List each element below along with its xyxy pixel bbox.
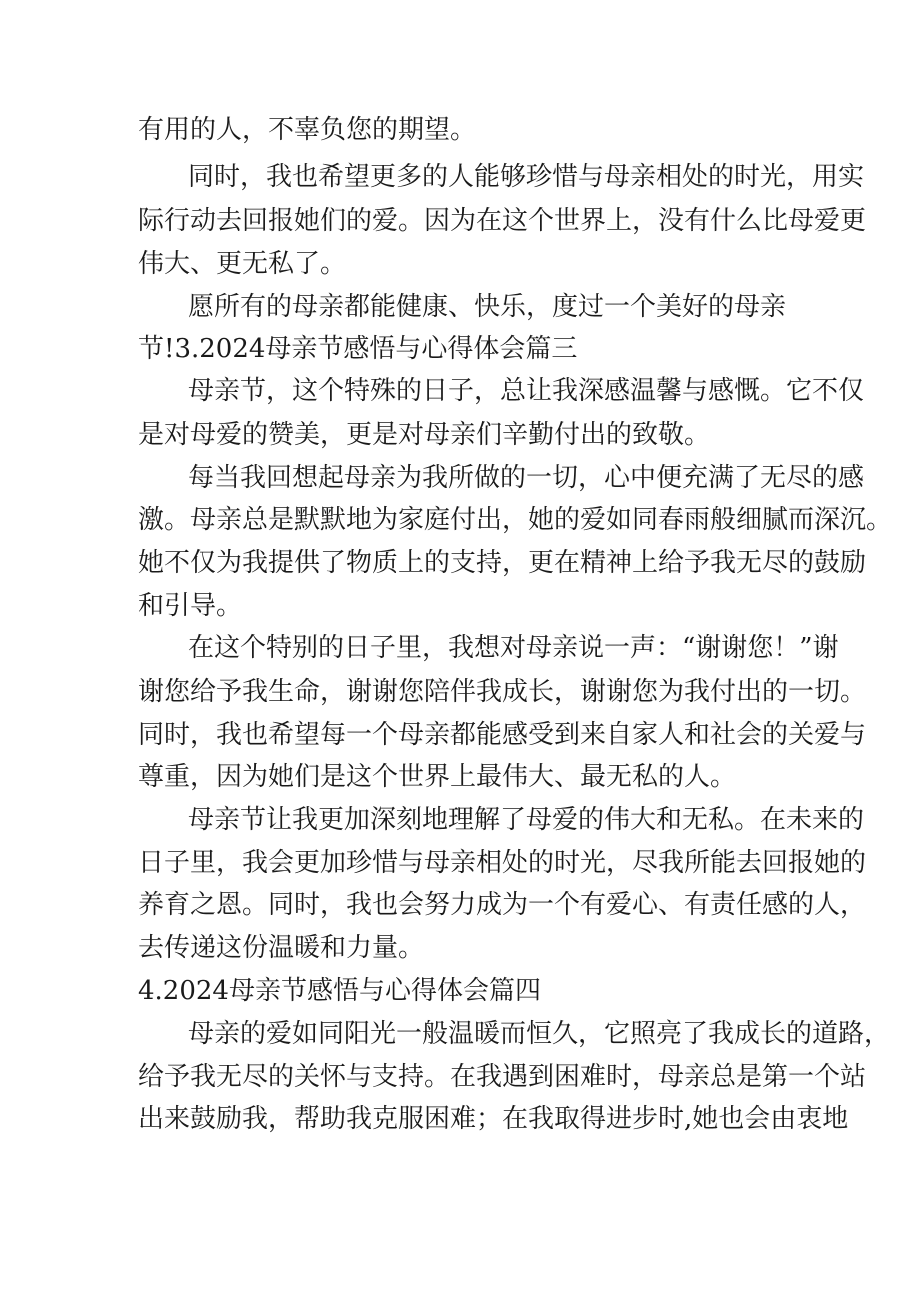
text-line: 激。母亲总是默默地为家庭付出，她的爱如同春雨般细腻而深沉。 [138,505,893,535]
text-line: 给予我无尽的关怀与支持。在我遇到困难时，母亲总是第一个站 [138,1062,867,1092]
paragraph-start-line: 母亲的爱如同阳光一般温暖而恒久，它照亮了我成长的道路， [188,1019,891,1049]
text-line: 尊重，因为她们是这个世界上最伟大、最无私的人。 [138,762,737,792]
paragraph-start-line: 母亲节让我更加深刻地理解了母爱的伟大和无私。在未来的 [188,805,865,835]
text-line: 同时，我也希望每一个母亲都能感受到来自家人和社会的关爱与 [138,720,867,750]
text-line: 是对母爱的赞美，更是对母亲们辛勤付出的致敬。 [138,420,711,450]
text-line: 谢您给予我生命，谢谢您陪伴我成长，谢谢您为我付出的一切。 [138,677,867,707]
text-line: 养育之恩。同时，我也会努力成为一个有爱心、有责任感的人， [138,890,867,920]
text-line: 和引导。 [138,591,243,621]
text-line: 出来鼓励我，帮助我克服困难；在我取得进步时,她也会由衷地 [138,1104,849,1134]
paragraph-start-line: 同时，我也希望更多的人能够珍惜与母亲相处的时光，用实 [188,162,865,192]
text-line: 日子里，我会更加珍惜与母亲相处的时光，尽我所能去回报她的 [138,848,867,878]
text-line: 她不仅为我提供了物质上的支持，更在精神上给予我无尽的鼓励 [138,548,867,578]
text-line: 际行动去回报她们的爱。因为在这个世界上，没有什么比母爱更 [138,206,867,236]
paragraph-start-line: 母亲节，这个特殊的日子，总让我深感温馨与感慨。它不仅 [188,376,865,406]
paragraph-start-line: 每当我回想起母亲为我所做的一切，心中便充满了无尽的感 [188,463,865,493]
text-line: 有用的人，不辜负您的期望。 [138,115,477,145]
text-line: 伟大、更无私了。 [138,249,347,279]
section-heading-line: 4.2024母亲节感悟与心得体会篇四 [138,976,541,1006]
text-line: 去传递这份温暖和力量。 [138,933,425,963]
section-heading-line: 节!3.2024母亲节感悟与心得体会篇三 [138,334,578,364]
paragraph-start-line: 在这个特别的日子里，我想对母亲说一声：“谢谢您！”谢 [188,633,839,663]
paragraph-start-line: 愿所有的母亲都能健康、快乐，度过一个美好的母亲 [188,292,787,322]
